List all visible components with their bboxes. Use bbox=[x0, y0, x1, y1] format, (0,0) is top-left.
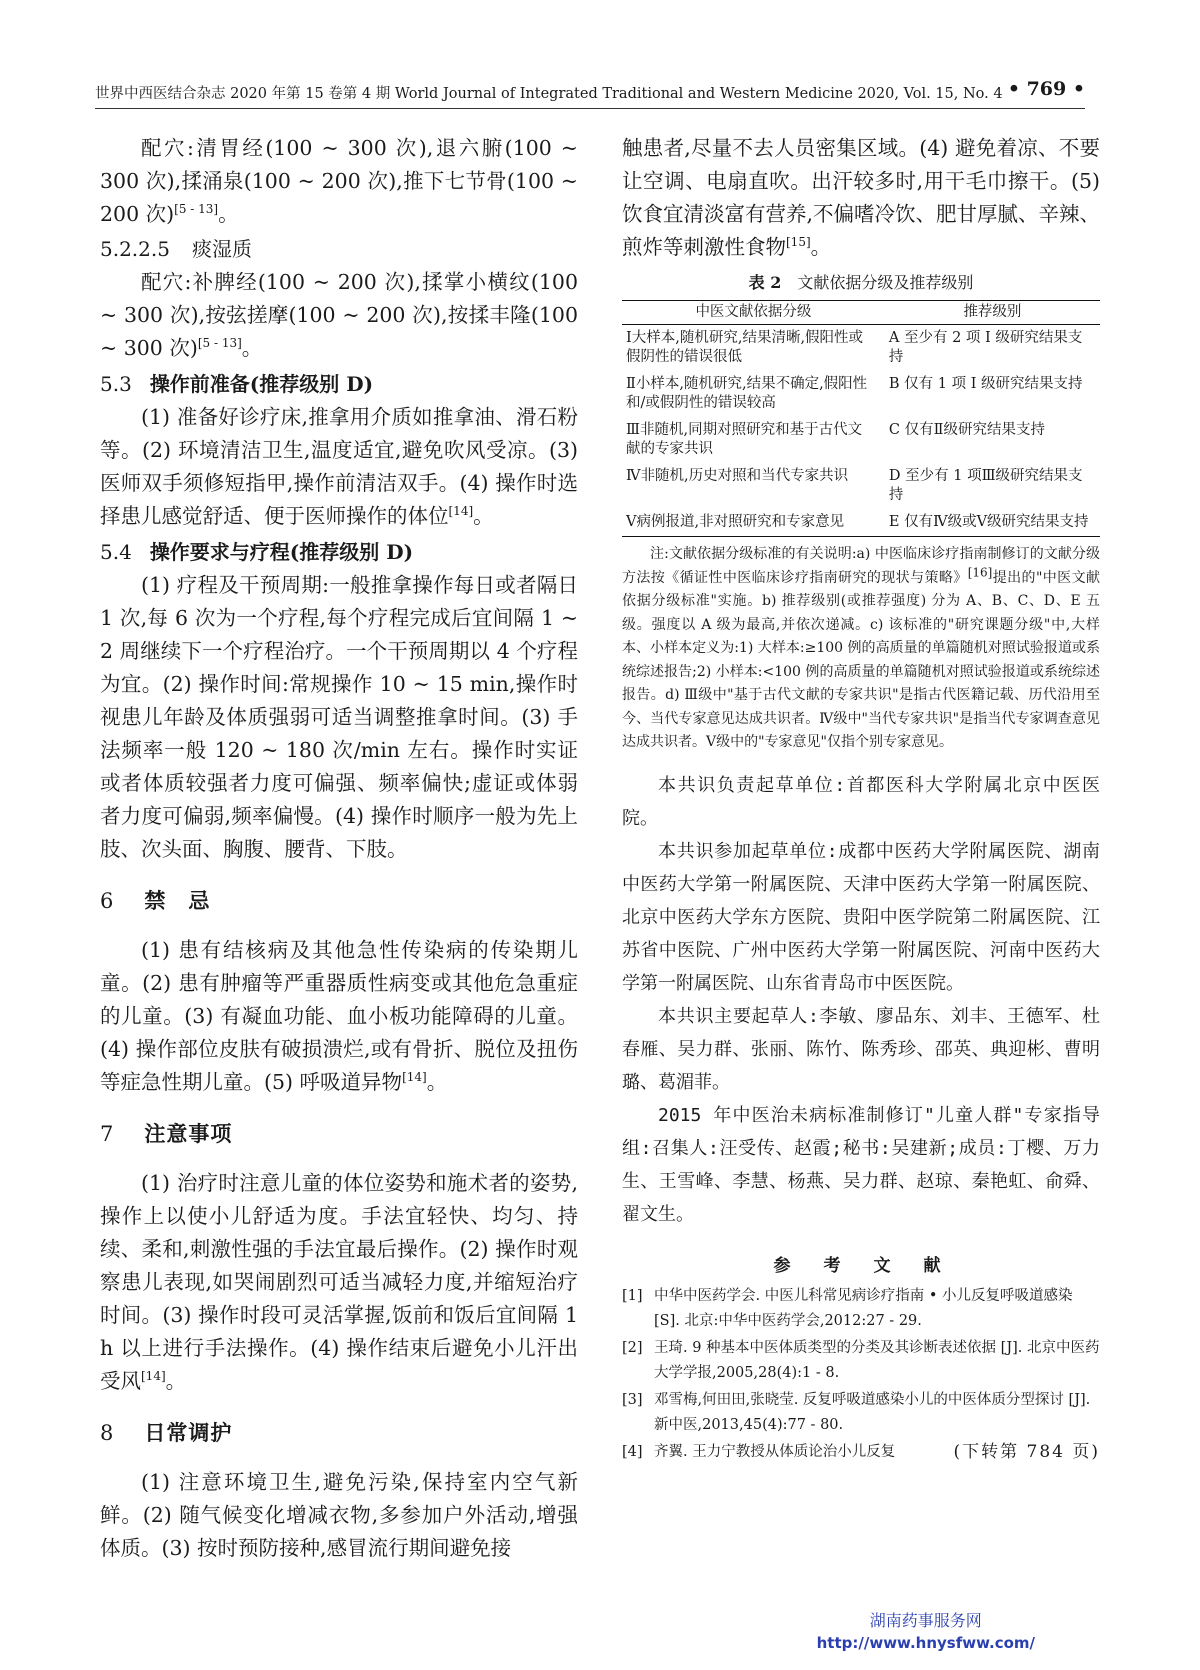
heading-6: 6 禁 忌 bbox=[100, 888, 211, 913]
table-caption: 表 2 文献依据分级及推荐级别 bbox=[748, 273, 974, 292]
table-row: Ⅱ小样本,随机研究,结果不确定,假阳性和/或假阴性的错误较高 B 仅有 1 项 I 级研究结果支持 bbox=[626, 376, 1083, 411]
references-heading: 参 考 文 献 bbox=[773, 1255, 949, 1276]
citation: [5 - 13] bbox=[174, 202, 219, 217]
reference-item: [4] 齐翼. 王力宁教授从体质论治小儿反复 (下转第 784 页) bbox=[622, 1440, 1100, 1465]
table-row: Ⅴ病例报道,非对照研究和专家意见 E 仅有Ⅳ级或Ⅴ级研究结果支持 bbox=[622, 509, 1100, 537]
citation: [14] bbox=[448, 504, 474, 519]
evidence-table bbox=[622, 300, 1100, 537]
page-number: • 769 • bbox=[1007, 78, 1085, 100]
reference-item: [1] 中华中医药学会. 中医儿科常见病诊疗指南 • 小儿反复呼吸道感染 [S]. 北京:中华中医药学会,2012:27 - 29. bbox=[622, 1287, 1073, 1329]
watermark-name: 湖南药事服务网 bbox=[869, 1611, 982, 1630]
heading-5-2-2-5: 5.2.2.5 痰湿质 bbox=[100, 237, 252, 261]
table-header-cell: 中医文献依据分级 bbox=[622, 301, 885, 325]
citation: [5 - 13] bbox=[197, 336, 242, 351]
header-rule bbox=[95, 108, 1085, 109]
heading-5-3: 5.3 操作前准备(推荐级别 D) bbox=[100, 372, 374, 396]
paragraph-5-4: (1) 疗程及干预周期:一般推拿操作每日或者隔日 1 次,每 6 次为一个疗程,每个疗程完成后宜间隔 1 ~ 2 周继续下一个疗程治疗。一个干预周期以 4 个疗程为宜。(2) 操作时间:常规操作 10 ~ 15 min,操作时视患儿年龄及体质强弱可适当调整推拿时间。(3) 手法频率一般 120 ~ 180 次/min 左右。操作时实证或者体质较强者力度可偏强、频率偏快;虚证或体弱者力度可偏弱,频率偏慢。(4) 操作时顺序一般为先上肢、次头面、胸腹、腰背、下肢。 bbox=[100, 573, 578, 861]
heading-7: 7 注意事项 bbox=[100, 1121, 233, 1146]
citation: [14] bbox=[402, 1070, 427, 1085]
right-column bbox=[622, 132, 1100, 1467]
watermark-url[interactable]: http://www.hnysfww.com/ bbox=[816, 1634, 1035, 1652]
paragraph-5-3: (1) 准备好诊疗床,推拿用介质如推拿油、滑石粉等。(2) 环境清洁卫生,温度适宜,避免吹风受凉。(3) 医师双手须修短指甲,操作前清洁双手。(4) 操作时选择患儿感觉舒适、便于医师操作的体位[14]。 bbox=[100, 405, 578, 528]
table-row: Ⅰ大样本,随机研究,结果清晰,假阳性或假阴性的错误很低 A 至少有 2 项 I 级研究结果支持 bbox=[626, 330, 1083, 365]
running-header bbox=[95, 78, 1085, 104]
paragraph-drafting-unit: 本共识负责起草单位:首都医科大学附属北京中医医院。 bbox=[622, 774, 1100, 829]
citation: [16] bbox=[967, 564, 993, 579]
paragraph-7: (1) 治疗时注意儿童的体位姿势和施术者的姿势,操作上以使小儿舒适为度。手法宜轻快、均匀、持续、柔和,刺激性强的手法宜最后操作。(2) 操作时观察患儿表现,如哭闹剧烈可适当减轻力度,并缩短治疗时间。(3) 操作时段可灵活掌握,饭前和饭后宜间隔 1 h 以上进行手法操作。(4) 操作结束后避免小儿汗出受风[14]。 bbox=[100, 1171, 578, 1393]
citation: [14] bbox=[141, 1369, 166, 1384]
paragraph-peixue-2: 配穴:补脾经(100 ~ 200 次),揉掌小横纹(100 ~ 300 次),按弦搓摩(100 ~ 200 次),按揉丰隆(100 ~ 300 次)[5 - 13]。 bbox=[100, 270, 578, 360]
heading-5-4: 5.4 操作要求与疗程(推荐级别 D) bbox=[100, 540, 414, 564]
paragraph-continued: 触患者,尽量不去人员密集区域。(4) 避免着凉、不要让空调、电扇直吹。出汗较多时,用干毛巾擦干。(5) 饮食宜清淡富有营养,不偏嗜冷饮、肥甘厚腻、辛辣、煎炸等刺激性食物[15]。 bbox=[622, 136, 1101, 259]
reference-list bbox=[622, 1284, 1100, 1465]
citation: [15] bbox=[786, 235, 811, 250]
heading-8: 8 日常调护 bbox=[100, 1420, 233, 1445]
reference-item: [3] 邓雪梅,何田田,张晓莹. 反复呼吸道感染小儿的中医体质分型探讨 [J]. 新中医,2013,45(4):77 - 80. bbox=[622, 1391, 1091, 1433]
table-row: Ⅲ非随机,同期对照研究和基于古代文献的专家共识 C 仅有Ⅱ级研究结果支持 bbox=[626, 422, 1045, 457]
reference-item: [2] 王琦. 9 种基本中医体质类型的分类及其诊断表述依据 [J]. 北京中医药大学学报,2005,28(4):1 - 8. bbox=[622, 1339, 1100, 1381]
watermark bbox=[817, 1610, 1035, 1654]
table-header-cell: 推荐级别 bbox=[885, 301, 1100, 325]
paragraph-6: (1) 患有结核病及其他急性传染病的传染期儿童。(2) 患有肿瘤等严重器质性病变或其他危急重症的儿童。(3) 有凝血功能、血小板功能障碍的儿童。(4) 操作部位皮肤有破损溃烂,或有骨折、脱位及扭伤等症急性期儿童。(5) 呼吸道异物[14]。 bbox=[100, 938, 578, 1094]
paragraph-authors: 本共识主要起草人:李敏、廖品东、刘丰、王德军、杜春雁、吴力群、张丽、陈竹、陈秀珍、邵英、典迎彬、曹明璐、葛湄菲。 bbox=[622, 1005, 1100, 1093]
paragraph-8: (1) 注意环境卫生,避免污染,保持室内空气新鲜。(2) 随气候变化增减衣物,多参加户外活动,增强体质。(3) 按时预防接种,感冒流行期间避免接 bbox=[100, 1470, 578, 1560]
running-title: 世界中西医结合杂志 2020 年第 15 卷第 4 期 World Journal of Integrated Traditional and Western Medicine 2020, Vol. 15, No. 4 bbox=[95, 86, 1003, 102]
paragraph-participating-units: 本共识参加起草单位:成都中医药大学附属医院、湖南中医药大学第一附属医院、天津中医药大学第一附属医院、北京中医药大学东方医院、贵阳中医学院第二附属医院、江苏省中医院、广州中医药大学第一附属医院、河南中医药大学第一附属医院、山东省青岛市中医医院。 bbox=[622, 840, 1100, 994]
table-note: 注:文献依据分级标准的有关说明:a) 中医临床诊疗指南制修订的文献分级方法按《循证性中医临床诊疗指南研究的现状与策略》[16]提出的"中医文献依据分级标准"实施。b) 推荐级别(或推荐强度) 分为 A、B、C、D、E 五级。强度以 A 级为最高,并依次递减。c) 该标准的"研究课题分级"中,大样本、小样本定义为:1) 大样本:≥100 例的高质量的单篇随机对照试验报道或系统综述报告;2) 小样本:<100 例的高质量的单篇随机对照试验报道或系统综述报告。d) Ⅲ级中"基于古代文献的专家共识"是指古代医籍记载、历代沿用至今、当代专家意见达成共识者。Ⅳ级中"当代专家共识"是指当代专家调查意见达成共识者。Ⅴ级中的"专家意见"仅指个别专家意见。 bbox=[622, 546, 1100, 750]
table-row: Ⅳ非随机,历史对照和当代专家共识 D 至少有 1 项Ⅲ级研究结果支持 bbox=[626, 468, 1083, 503]
continued-note: (下转第 784 页) bbox=[953, 1441, 1100, 1462]
paragraph-expert-group: 2015 年中医治未病标准制修订"儿童人群"专家指导组:召集人:汪受传、赵霞;秘书:吴建新;成员:丁樱、万力生、王雪峰、李慧、杨燕、吴力群、赵琼、秦艳虹、俞舜、翟文生。 bbox=[622, 1104, 1100, 1225]
paragraph-peixue-1: 配穴:清胃经(100 ~ 300 次),退六腑(100 ~ 300 次),揉涌泉(100 ~ 200 次),推下七节骨(100 ~ 200 次)[5 - 13]。 bbox=[100, 136, 578, 226]
left-column bbox=[100, 132, 578, 1565]
